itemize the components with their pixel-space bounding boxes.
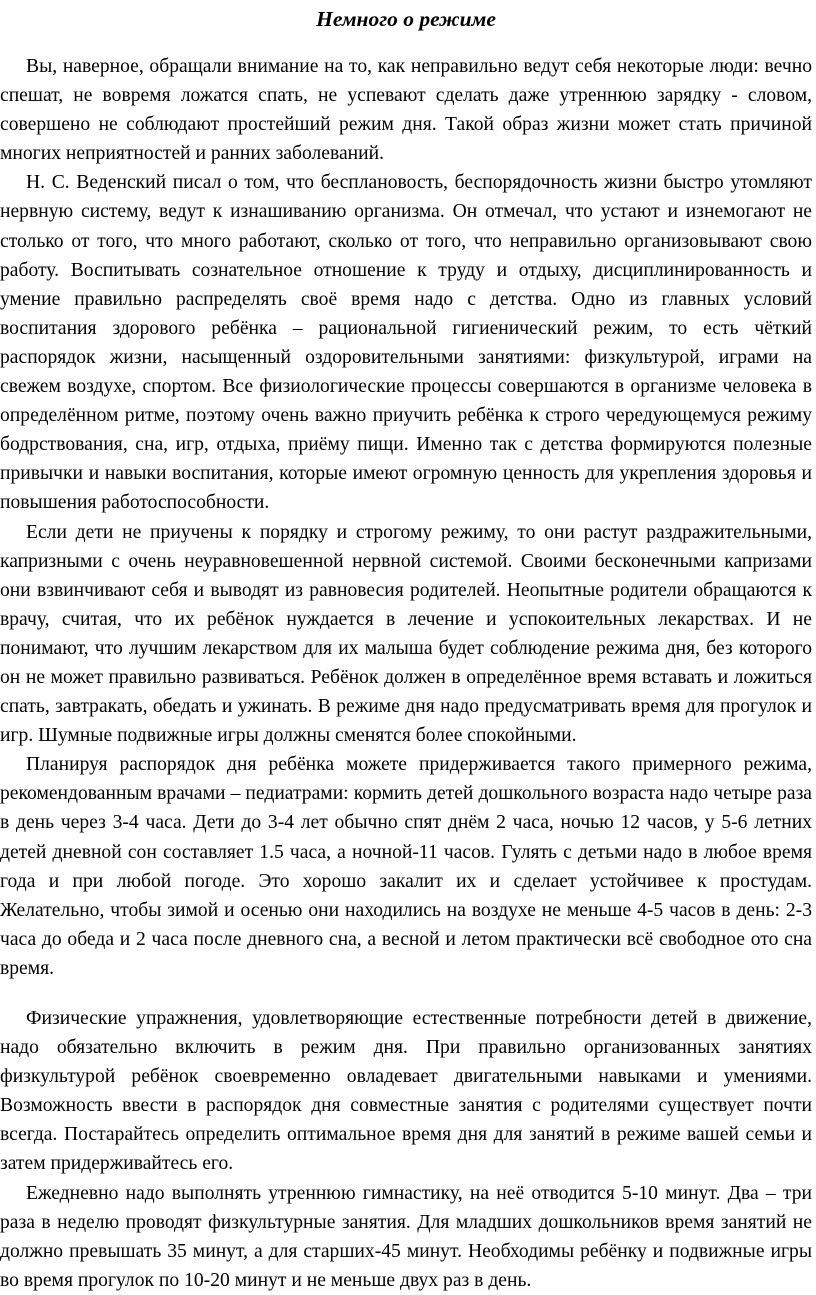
paragraph-2: Н. С. Веденский писал о том, что бесплановость, беспорядочность жизни быстро утомляют нервную систему, ведут к изнашиванию организма. Он отмечал, что устают и изнемогают не столько от того, что много работают, сколько от того, что неправильно организовывают свою работу. Воспитывать сознательное отношение к труду и отдыху, дисциплинированность и умение правильно распределять своё время надо с детства. Одно из главных условий воспитания здорового ребёнка – рациональной гигиенический режим, то есть чёткий распорядок жизни, насыщенный оздоровительными занятиями: физкультурой, играми на свежем воздухе, спортом. Все физиологические процессы совершаются в организме человека в определённом ритме, поэтому очень важно приучить ребёнка к строго чередующемуся режиму бодрствования, сна, игр, отдыха, приёму пищи. Именно так с детства формируются полезные привычки и навыки воспитания, которые имеют огромную ценность для укрепления здоровья и повышения работоспособности. [0,172,812,514]
paragraph-3: Если дети не приучены к порядку и строгому режиму, то они растут раздражительными, капризными с очень неуравновешенной нервной системой. Своими бесконечными капризами они взвинчивают себя и выводят из равновесия родителей. Неопытные родители обращаются к врачу, считая, что их ребёнок нуждается в лечение и успокоительных лекарствах. И не понимают, что лучшим лекарством для их малыша будет соблюдение режима дня, без которого он не может правильно развиваться. Ребёнок должен в определённое время вставать и ложиться спать, завтракать, обедать и ужинать. В режиме дня надо предусматривать время для прогулок и игр. Шумные подвижные игры должны сменятся более спокойными. [0,521,812,747]
paragraph-5: Физические упражнения, удовлетворяющие естественные потребности детей в движение, надо обязательно включить в режим дня. При правильно организованных занятиях физкультурой ребёнок своевременно овладевает двигательными навыками и умениями. Возможность ввести в распорядок дня совместные занятия с родителями существует почти всегда. Постарайтесь определить оптимальное время дня для занятий в режиме вашей семьи и затем придерживайтесь его. [0,1008,812,1175]
document-title: Немного о режиме [316,7,496,31]
paragraph-gap [0,983,812,1004]
paragraph-6: Ежедневно надо выполнять утреннюю гимнастику, на неё отводится 5-10 минут. Два – три раза в неделю проводят физкультурные занятия. Для младших дошкольников время занятий не должно превышать 35 минут, а для старших-45 минут. Необходимы ребёнку и подвижные игры во время прогулок по 10-20 минут и не меньше двух раз в день. [0,1182,812,1291]
paragraph-1: Вы, наверное, обращали внимание на то, как неправильно ведут себя некоторые люди: вечно спешат, не вовремя ложатся спать, не успевают сделать даже утреннюю зарядку - словом, совершено не соблюдают простейший режим дня. Такой образ жизни может стать причиной многих неприятностей и ранних заболеваний. [0,56,812,165]
paragraph-4: Планируя распорядок дня ребёнка можете придерживается такого примерного режима, рекомендованным врачами – педиатрами: кормить детей дошкольного возраста надо четыре раза в день через 3-4 часа. Дети до 3-4 лет обычно спят днём 2 часа, ночью 12 часов, у 5-6 летних детей дневной сон составляет 1.5 часа, а ночной-11 часов. Гулять с детьми надо в любое время года и при любой погоде. Это хорошо закалит их и сделает устойчивее к простудам. Желательно, чтобы зимой и осенью они находились на воздухе не меньше 4-5 часов в день: 2-3 часа до обеда и 2 часа после дневного сна, а весной и летом практически всё свободное ото сна время. [0,754,812,979]
